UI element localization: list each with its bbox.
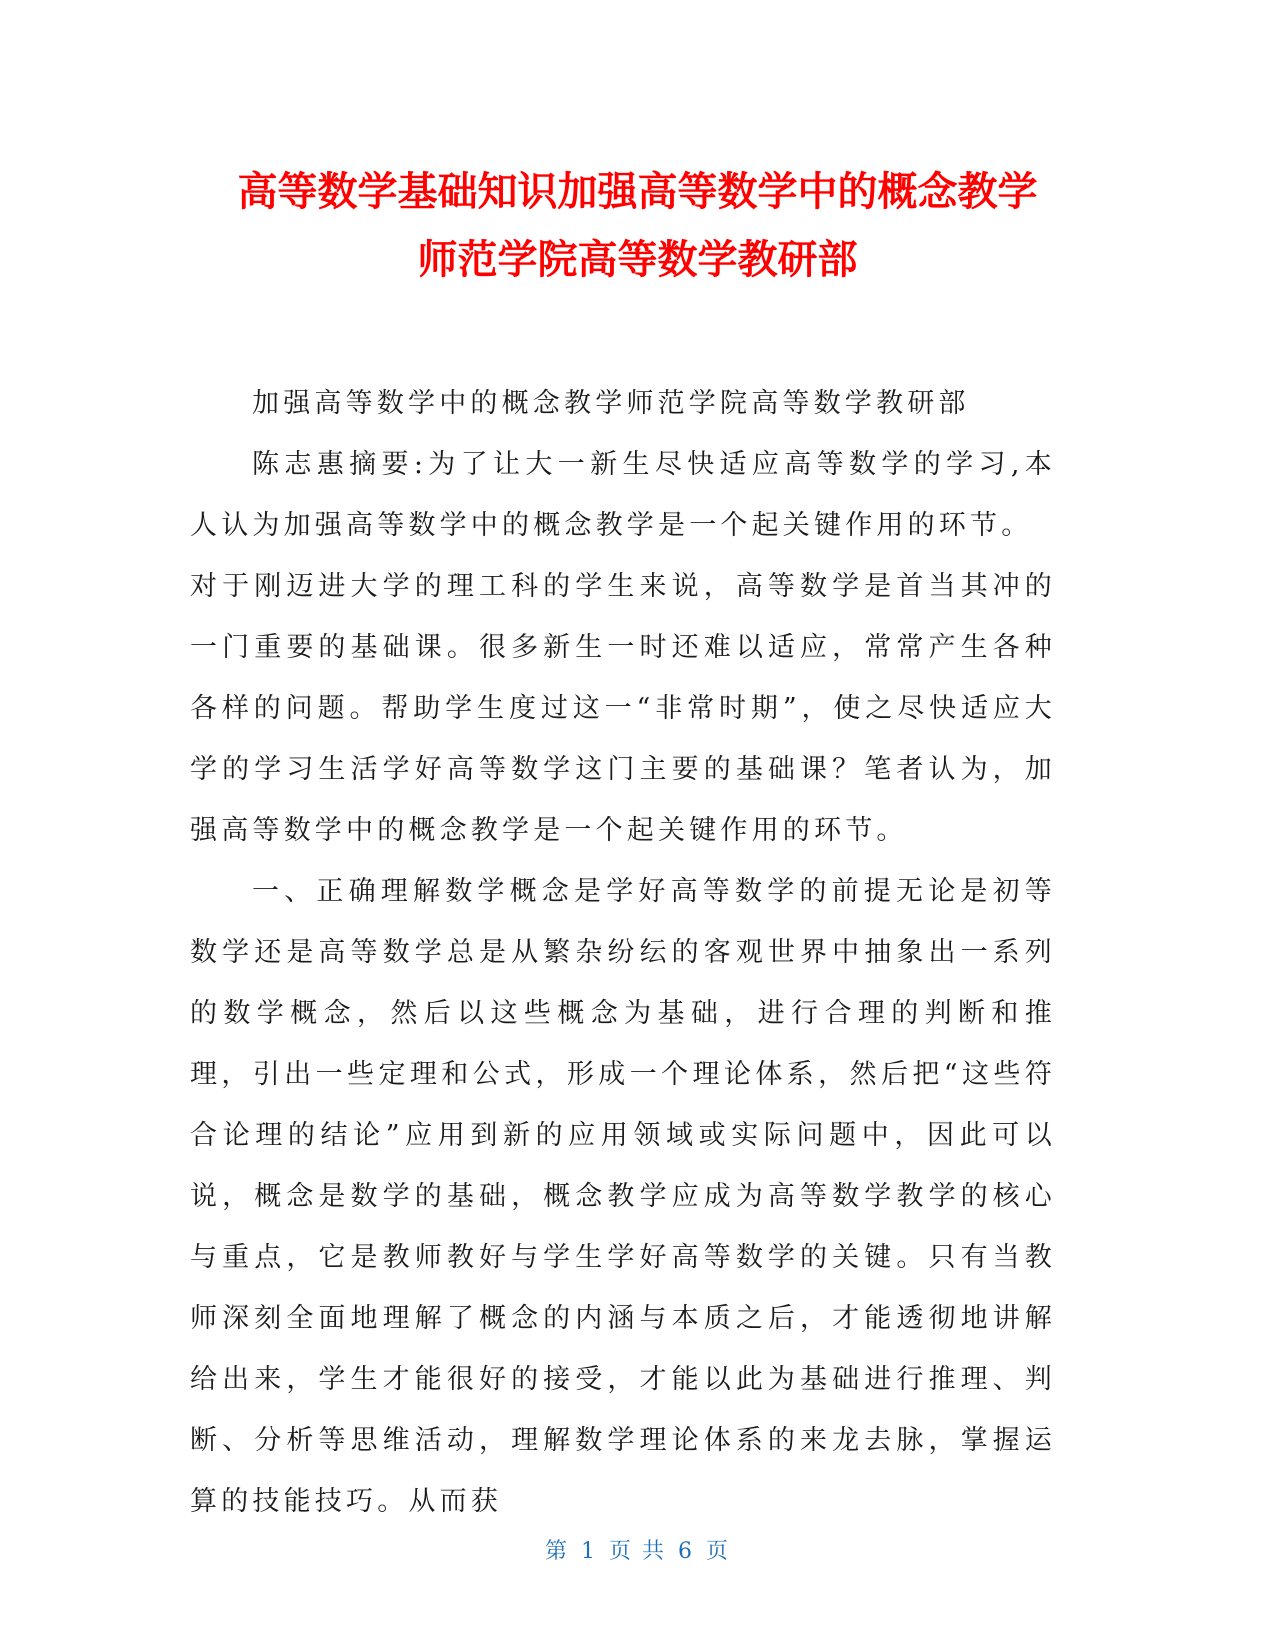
footer-mid: 页 共 — [609, 1539, 666, 1564]
body-paragraph-section-1: 一、正确理解数学概念是学好高等数学的前提无论是初等数学还是高等数学总是从繁杂纷纭的客观世界中抽象出一系列的数学概念，然后以这些概念为基础，进行合理的判断和推理，引出一些定理和公式，形成一个理论体系，然后把“这些符合论理的结论”应用到新的应用领域或实际问题中，因此可以说，概念是数学的基础，概念教学应成为高等数学教学的核心与重点，它是教师教好与学生学好高等数学的关键。只有当教师深刻全面地理解了概念的内涵与本质之后，才能透彻地讲解给出来，学生才能很好的接受，才能以此为基础进行推理、判断、分析等思维活动，理解数学理论体系的来龙去脉，掌握运算的技能技巧。从而获 — [190, 876, 1056, 1517]
footer-suffix: 页 — [706, 1539, 731, 1564]
body-paragraph-subtitle: 加强高等数学中的概念教学师范学院高等数学教研部 — [252, 388, 970, 419]
body-paragraph-intro: 对于刚迈进大学的理工科的学生来说，高等数学是首当其冲的一门重要的基础课。很多新生一时还难以适应，常常产生各种各样的问题。帮助学生度过这一“非常时期”，使之尽快适应大学的学习生活学好高等数学这门主要的基础课？笔者认为，加强高等数学中的概念教学是一个起关键作用的环节。 — [190, 571, 1056, 846]
footer-prefix: 第 — [544, 1539, 569, 1564]
page-footer — [0, 1534, 1275, 1565]
body-paragraph-abstract: 陈志惠摘要:为了让大一新生尽快适应高等数学的学习,本人认为加强高等数学中的概念教学是一个起关键作用的环节。 — [190, 449, 1056, 541]
document-body — [190, 373, 1056, 1532]
document-title-line-1: 高等数学基础知识加强高等数学中的概念教学 — [237, 169, 1038, 215]
document-title-line-2: 师范学院高等数学教研部 — [417, 237, 858, 283]
footer-current-page: 1 — [581, 1539, 597, 1564]
footer-total-pages: 6 — [678, 1539, 694, 1564]
